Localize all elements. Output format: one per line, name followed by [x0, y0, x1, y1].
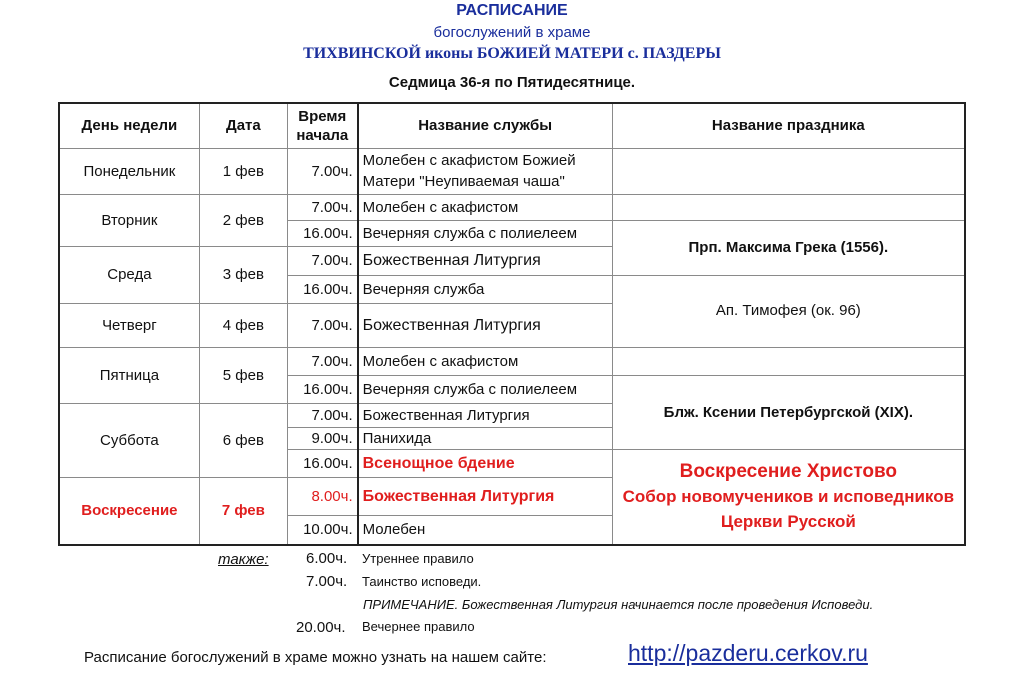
- time-cell: 16.00ч.: [287, 449, 357, 477]
- date-cell: 3 фев: [199, 246, 287, 303]
- page-subtitle: богослужений в храме: [433, 24, 591, 41]
- footer-text: Расписание богослужений в храме можно узнать на нашем сайте:: [84, 649, 547, 666]
- time-cell: 16.00ч.: [287, 220, 357, 246]
- website-link[interactable]: http://pazderu.cerkov.ru: [628, 640, 868, 666]
- date-cell: 1 фев: [199, 148, 287, 194]
- header-date: Дата: [199, 103, 287, 148]
- header-day: День недели: [59, 103, 199, 148]
- table-row: [59, 148, 965, 194]
- service-cell: Молебен с акафистом Божией Матери "Неупиваемая чаша": [358, 148, 613, 194]
- time-cell: 8.00ч.: [287, 477, 357, 515]
- service-cell: Божественная Литургия: [358, 477, 613, 515]
- time-cell: 16.00ч.: [287, 375, 357, 403]
- time-cell: 7.00ч.: [287, 194, 357, 220]
- service-cell: Всенощное бдение: [358, 449, 613, 477]
- day-cell: Воскресение: [59, 477, 199, 545]
- day-cell: Четверг: [59, 303, 199, 347]
- time-cell: 7.00ч.: [287, 148, 357, 194]
- time-cell: 7.00ч.: [287, 246, 357, 275]
- service-cell: Божественная Литургия: [358, 403, 613, 427]
- service-cell: Вечерняя служба с полиелеем: [358, 375, 613, 403]
- table-row: [59, 347, 965, 375]
- extra-time: 7.00ч.: [306, 573, 348, 590]
- page-title: РАСПИСАНИЕ: [456, 2, 568, 19]
- service-cell: Молебен: [358, 515, 613, 545]
- date-cell: 4 фев: [199, 303, 287, 347]
- time-cell: 7.00ч.: [287, 347, 357, 375]
- time-cell: 7.00ч.: [287, 403, 357, 427]
- table-row: [59, 194, 965, 220]
- service-cell: Божественная Литургия: [358, 246, 613, 275]
- sunday-feast-cell: [612, 449, 965, 545]
- feast-cell: Ап. Тимофея (ок. 96): [612, 275, 965, 347]
- header-service: Название службы: [358, 103, 613, 148]
- feast-cell: Блж. Ксении Петербургской (XIX).: [612, 375, 965, 449]
- sunday-feast-sub: Собор новомучеников и исповедников Церкви Русской: [622, 487, 955, 532]
- day-cell: Суббота: [59, 403, 199, 477]
- time-cell: 7.00ч.: [287, 303, 357, 347]
- date-cell: 5 фев: [199, 347, 287, 403]
- feast-cell-empty: [612, 194, 965, 220]
- feast-cell-empty: [612, 347, 965, 375]
- service-cell: Молебен с акафистом: [358, 347, 613, 375]
- also-label: также:: [218, 551, 269, 568]
- church-name: ТИХВИНСКОЙ иконы БОЖИЕЙ МАТЕРИ с. ПАЗДЕРЫ: [303, 45, 721, 62]
- sunday-feast: [613, 459, 964, 534]
- time-cell: 10.00ч.: [287, 515, 357, 545]
- extra-time: 20.00ч.: [296, 619, 346, 636]
- schedule-table: [58, 102, 966, 546]
- day-cell: Вторник: [59, 194, 199, 246]
- week-title: Седмица 36-я по Пятидесятнице.: [388, 74, 636, 91]
- service-cell: Вечерняя служба с полиелеем: [358, 220, 613, 246]
- extra-time: 6.00ч.: [306, 550, 348, 567]
- extra-text: Таинство исповеди.: [362, 574, 482, 589]
- day-cell: Среда: [59, 246, 199, 303]
- extra-text: Утреннее правило: [362, 551, 474, 566]
- note-text: ПРИМЕЧАНИЕ. Божественная Литургия начинается после проведения Исповеди.: [363, 597, 874, 612]
- extra-text: Вечернее правило: [362, 619, 475, 634]
- header-feast: Название праздника: [612, 103, 965, 148]
- service-cell: Вечерняя служба: [358, 275, 613, 303]
- day-cell: Понедельник: [59, 148, 199, 194]
- sunday-feast-title: Воскресение Христово: [679, 461, 898, 483]
- header-time: Время начала: [287, 103, 357, 148]
- service-cell: Божественная Литургия: [358, 303, 613, 347]
- service-cell: Молебен с акафистом: [358, 194, 613, 220]
- date-cell: 6 фев: [199, 403, 287, 477]
- date-cell: 7 фев: [199, 477, 287, 545]
- service-cell: Панихида: [358, 427, 613, 449]
- day-cell: Пятница: [59, 347, 199, 403]
- feast-cell: Прп. Максима Грека (1556).: [612, 220, 965, 275]
- time-cell: 16.00ч.: [287, 275, 357, 303]
- table-header-row: [59, 103, 965, 148]
- time-cell: 9.00ч.: [287, 427, 357, 449]
- feast-cell-empty: [612, 148, 965, 194]
- date-cell: 2 фев: [199, 194, 287, 246]
